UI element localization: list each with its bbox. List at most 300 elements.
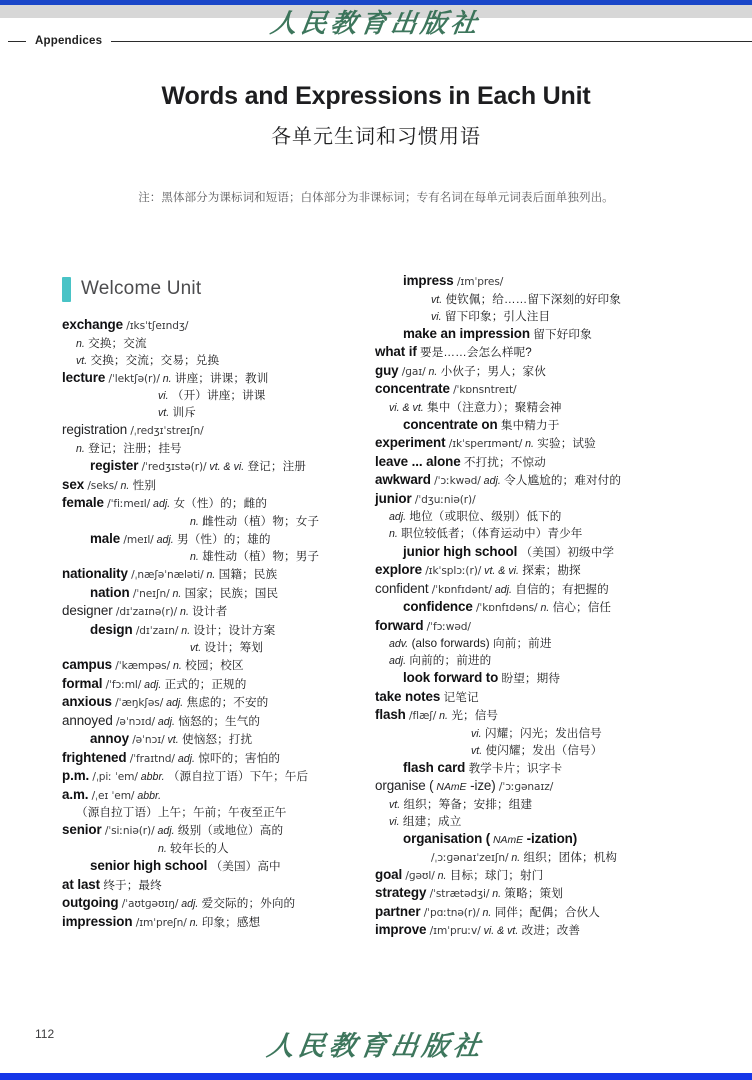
part-of-speech: n. [178,624,191,637]
definition: 正式的；正规的 [161,677,247,691]
dictionary-entry [375,617,697,688]
entry-line [375,399,697,416]
part-of-speech: adj. [154,825,175,838]
definition: (also forwards) 向前；前进 [408,637,552,651]
definition: 留下印象；引人注目 [441,309,551,323]
entry-line [62,857,384,876]
phonetic: /ˈkɒnfɪdənt/ [428,583,492,596]
entry-line [62,565,384,584]
unit-heading [62,272,384,306]
definition: 实验；试验 [533,437,596,451]
definition: 雄性动（植）物；男子 [198,550,320,564]
part-of-speech: n. [190,515,199,528]
headword: design [90,621,133,637]
part-of-speech: n. [425,365,438,378]
phonetic: /ˈæŋkʃəs/ [111,697,164,710]
part-of-speech: n. [169,587,182,600]
entry-line [375,343,697,362]
entry-line [375,561,697,580]
definition: （源自拉丁语）上午；午前；午夜至正午 [76,806,287,820]
entry-line [375,272,697,291]
phonetic: /ˈɔːkwəd/ [430,475,481,488]
part-of-speech: adj. [389,655,407,668]
definition: 目标；球门；射门 [446,868,544,882]
headword: concentrate on [403,416,498,432]
entry-line [375,921,697,940]
entry-line [375,866,697,885]
wordlist-column-left [62,272,384,931]
entry-line [62,494,384,513]
headword: impression [62,913,133,929]
entry-line [62,913,384,932]
part-of-speech: adj. [480,475,501,488]
part-of-speech: vt. [158,407,170,420]
headword: experiment [375,435,446,451]
publisher-logo-bottom: 人民教育出版社 [265,1031,487,1061]
entry-line [62,457,384,476]
phonetic: /ɪkˈsperɪmənt/ [445,438,523,451]
definition: 雌性动（植）物；女子 [198,514,320,528]
phonetic: /ɪmˈpruːv/ [426,925,481,938]
entry-line [375,325,697,344]
phonetic: /ˈsiːniə(r)/ [101,825,155,838]
entry-line [375,453,697,472]
part-of-speech: vt. & vi. [206,461,245,474]
page-title-english: Words and Expressions in Each Unit [161,82,591,110]
headword: goal [375,866,403,882]
entry-line [62,335,384,352]
entry-line [62,316,384,335]
entry-line [62,767,384,786]
part-of-speech: vt. [389,798,401,811]
entry-line [62,621,384,640]
entry-line [62,821,384,840]
entry-line [375,416,697,435]
dictionary-entry [375,903,697,922]
definition: 不打扰；不惊动 [460,455,546,469]
headword: anxious [62,694,112,710]
phonetic: /ˈɔːɡənaɪz/ [495,781,554,794]
entry-line [62,404,384,421]
phonetic: /ɪmˈpreʃn/ [132,916,187,929]
phonetic: /ˌredʒɪˈstreɪʃn/ [127,425,204,438]
definition: 恼怒的；生气的 [174,714,261,728]
headword: exchange [62,317,123,332]
phonetic: /dɪˈzaɪnə(r)/ [112,606,178,619]
dictionary-entry [62,913,384,932]
headword: flash card [403,759,466,775]
definition: 向前的；前进的 [406,654,492,668]
part-of-speech: n. [479,906,492,919]
definition: 爱交际的；外向的 [198,897,296,911]
entry-line [62,894,384,913]
entry-line [375,598,697,617]
phonetic: /ˌeɪ ˈem/ [88,789,135,802]
definition: （美国）初级中学 [517,545,615,559]
entry-line [62,513,384,530]
phonetic: /ˈfiːmeɪl/ [103,498,151,511]
entry-line [62,693,384,712]
definition: 职位较低者；（体育运动中）青少年 [397,527,583,541]
part-of-speech: vt. [190,642,202,655]
definition: 焦虑的；不安的 [183,696,269,710]
entry-list-right [375,272,697,940]
phonetic: /ˈaʊtɡəʊɪŋ/ [118,898,179,911]
phonetic: /flæʃ/ [405,710,437,723]
definition: 国家；民族；国民 [181,586,279,600]
phonetic: /seks/ [84,479,118,492]
dictionary-entry [62,602,384,656]
definition: 印象；感想 [198,915,261,929]
definition: 信心；信任 [549,601,612,615]
headword: campus [62,657,113,673]
part-of-speech: n. [190,551,199,564]
definition: 惊吓的；害怕的 [194,751,281,765]
dictionary-entry [62,894,384,913]
dictionary-entry [62,767,384,786]
headword: leave ... alone [375,453,461,469]
phonetic: /ɪmˈpres/ [453,276,504,288]
phonetic: /ˈfɔːwəd/ [423,620,471,633]
dictionary-entry [375,777,697,865]
entry-line [375,688,697,707]
headword: make an impression [403,325,530,341]
page-title-chinese: 各单元生词和习惯用语 [271,126,481,148]
phonetic: /ɡəʊl/ [402,869,435,882]
entry-line [62,369,384,388]
headword: a.m. [62,786,89,802]
headword: partner [375,903,421,919]
entry-line [375,617,697,636]
dictionary-entry [375,434,697,453]
entry-line [375,742,697,759]
entry-line [62,584,384,603]
definition: 改进；改善 [518,924,581,938]
dictionary-entry [375,580,697,617]
phonetic: /ˌɔːɡənaɪˈzeɪʃn/ [431,851,509,864]
headword: outgoing [62,895,119,911]
phonetic: /ˌnæʃəˈnæləti/ [127,569,204,582]
definition: 登记；注册 [244,460,306,474]
header-gray-band [0,5,752,18]
headword: strategy [375,885,427,901]
headword: guy [375,362,399,378]
dictionary-entry [62,316,384,369]
definition: 设计；筹划 [201,641,263,655]
entry-line [62,786,384,805]
phonetic: /ɡaɪ/ [398,365,426,378]
definition: 终于；最终 [100,878,162,892]
definition: 集中精力于 [497,418,560,432]
unit-accent-bar [62,277,71,302]
definition: 使钦佩；给……留下深刻的好印象 [442,292,621,306]
dictionary-entry [62,494,384,565]
entry-line [62,548,384,565]
entry-line [375,525,697,542]
entry-line [62,602,384,621]
headword: p.m. [62,768,90,784]
entry-line [375,849,697,866]
part-of-speech: n. [436,710,448,723]
definition: 集中（注意力）；聚精会神 [423,400,562,414]
phonetic: /ˈdʒuːniə(r)/ [411,493,476,506]
definition: 交换；交流；交易；兑换 [87,353,220,367]
part-of-speech: vt. [76,354,88,367]
part-of-speech: n. [434,869,447,882]
dictionary-entry [375,471,697,490]
entry-list-left [62,316,384,931]
definition: 探索；勘探 [518,564,581,578]
entry-line [375,669,697,688]
dictionary-entry [62,712,384,749]
definition: 国籍；民族 [215,568,278,582]
entry-line [375,759,697,778]
page-note: 注：黑体部分为课标词和短语；白体部分为非课标词；专有名词在每单元词表后面单独列出。 [138,192,614,204]
entry-line [375,580,697,599]
part-of-speech: abbr. [137,771,165,784]
dictionary-entry [375,561,697,580]
headword: take notes [375,688,441,704]
headword: impress [403,273,454,288]
headword-light: designer [62,603,113,619]
headword-light: annoyed [62,712,113,728]
part-of-speech: vi. [389,816,400,829]
definition: 地位（或职位、级别）低下的 [406,510,562,524]
entry-line [375,725,697,742]
definition: 要是……会怎么样呢? [416,346,532,360]
part-of-speech: n. [203,569,216,582]
definition: 组建；成立 [399,815,462,829]
definition: 登记；注册；挂号 [84,441,182,455]
entry-line [62,749,384,768]
bottom-accent-bar [0,1073,752,1080]
phonetic: /dɪˈzaɪn/ [132,624,179,637]
definition: 女（性）的；雌的 [170,497,268,511]
phonetic: /əˈnɔɪ/ [128,734,165,747]
entry-line [62,840,384,857]
part-of-speech: n. [159,372,172,385]
definition: 交换；交流 [84,336,147,350]
dictionary-entry [375,272,697,343]
dictionary-entry [375,343,697,362]
part-of-speech: adj. [174,752,195,765]
part-of-speech: adj. [178,898,199,911]
dictionary-entry [375,490,697,561]
part-of-speech: vi. [158,390,169,403]
entry-line [62,730,384,749]
entry-line [62,712,384,731]
headword: organisation ( [403,831,491,847]
definition: 校园；校区 [181,659,244,673]
entry-line [62,476,384,495]
part-of-speech: vi. & vt. [389,401,424,414]
entry-line [62,675,384,694]
dictionary-entry [62,565,384,602]
definition: 自信的；有把握的 [511,582,609,596]
entry-line [375,434,697,453]
entry-line [375,796,697,813]
phonetic: /ˈneɪʃn/ [129,587,170,600]
entry-line [62,876,384,895]
definition: 设计；设计方案 [190,623,276,637]
entry-line [62,530,384,549]
headword: concentrate [375,381,450,397]
definition: （美国）高中 [207,860,281,874]
entry-line [375,652,697,669]
headword: nationality [62,566,128,582]
dictionary-entry [62,786,384,822]
headword: frightened [62,749,127,765]
part-of-speech: vt. [431,293,443,306]
phonetic: /ˌpiː ˈem/ [89,771,138,784]
part-of-speech: n. [522,438,534,451]
headword: female [62,495,104,511]
headword-light: -ize) [466,778,496,794]
unit-title-label: Welcome Unit [81,278,202,299]
headword: annoy [90,731,129,747]
dictionary-entry [375,866,697,885]
headword: awkward [375,472,431,488]
phonetic: /ˈpɑːtnə(r)/ [420,906,480,919]
headword: at last [62,876,101,892]
headword: male [90,530,121,546]
headword: register [90,458,139,474]
part-of-speech: adv. [389,638,409,651]
part-of-speech: adj. [163,697,184,710]
variant-label: NAmE [433,782,467,794]
dictionary-entry [62,656,384,675]
running-head-label: Appendices [35,35,103,47]
entry-line [62,804,384,821]
part-of-speech: adj. [389,511,407,524]
part-of-speech: n. [76,442,85,455]
dictionary-entry [62,876,384,895]
part-of-speech: abbr. [134,789,162,802]
part-of-speech: vt. & vi. [481,565,519,578]
entry-line [375,362,697,381]
entry-line [375,830,697,849]
dictionary-entry [375,362,697,381]
definition: 留下好印象 [529,327,592,341]
definition: 同伴；配偶；合伙人 [491,905,600,919]
dictionary-entry [375,380,697,434]
headword-light: organise ( [375,778,434,794]
definition: （开）讲座；讲课 [168,389,266,403]
definition: 性别 [129,478,157,492]
entry-line [375,706,697,725]
headword: nation [90,584,130,600]
entry-line [62,440,384,457]
phonetic: /ˈfɔːml/ [102,678,142,691]
definition: 盼望；期待 [498,672,561,686]
dictionary-entry [62,675,384,694]
definition: 小伙子；男人；家伙 [437,364,546,378]
headword: flash [375,707,406,723]
entry-line [62,387,384,404]
phonetic: /ˈredʒɪstə(r)/ [138,461,207,474]
entry-line [375,903,697,922]
running-head-rule-right [111,41,752,42]
entry-line [375,635,697,652]
part-of-speech: vi. [471,727,482,740]
entry-line [375,291,697,308]
part-of-speech: n. [389,528,398,541]
entry-line [375,884,697,903]
dictionary-entry [62,821,384,875]
entry-line [62,656,384,675]
definition: 男（性）的；雄的 [173,532,271,546]
phonetic: /əˈnɔɪd/ [112,715,155,728]
dictionary-entry [375,706,697,777]
entry-line [62,352,384,369]
phonetic: /ˈstrætədʒi/ [426,888,490,901]
phonetic: /ˈkæmpəs/ [112,660,171,673]
part-of-speech: n. [158,842,167,855]
running-head-rule-left [8,41,26,42]
part-of-speech: n. [489,888,502,901]
headword: formal [62,675,103,691]
entry-line [375,543,697,562]
phonetic: /ˈkɒnsntreɪt/ [449,384,517,397]
dictionary-entry [62,693,384,712]
part-of-speech: vi. [431,310,442,323]
definition: 策略；策划 [501,887,563,901]
headword: what if [375,344,417,360]
entry-line [375,308,697,325]
definition: 组织；筹备；安排；组建 [400,797,533,811]
definition: 令人尴尬的；难对付的 [500,474,622,488]
headword: senior high school [90,858,208,874]
headword: sex [62,476,85,492]
dictionary-entry [375,688,697,707]
phonetic: /ɪksˈtʃeɪndʒ/ [122,320,189,332]
entry-line [375,813,697,830]
entry-line [375,471,697,490]
headword: lecture [62,369,106,385]
entry-line [62,421,384,440]
part-of-speech: adj. [141,678,162,691]
definition: 使恼怒；打扰 [178,733,253,747]
part-of-speech: vt. [164,734,179,747]
phonetic: /ˈkɒnfɪdəns/ [472,602,538,615]
headword: junior [375,490,412,506]
headword: improve [375,922,427,938]
entry-line [62,639,384,656]
part-of-speech: adj. [154,715,175,728]
phonetic: /meɪl/ [120,533,154,546]
headword-light: confident [375,580,429,596]
dictionary-entry [62,421,384,475]
publisher-logo-top: 人民教育出版社 [268,9,483,38]
definition: 训斥 [169,406,196,420]
part-of-speech: adj. [150,498,171,511]
dictionary-entry [62,476,384,495]
dictionary-entry [375,921,697,940]
phonetic: /ˈfraɪtnd/ [126,752,175,765]
dictionary-entry [375,884,697,903]
entry-line [375,380,697,399]
running-head [0,31,752,51]
definition: 设计者 [188,605,228,619]
headword-light: registration [62,422,128,438]
part-of-speech: adj. [153,533,174,546]
part-of-speech: n. [170,660,182,673]
definition: 记笔记 [440,690,479,704]
definition: 闪耀；闪光；发出信号 [481,726,602,740]
phonetic: /ˈlektʃə(r)/ [105,372,160,385]
headword: junior high school [403,543,518,559]
wordlist-columns [0,272,752,1012]
